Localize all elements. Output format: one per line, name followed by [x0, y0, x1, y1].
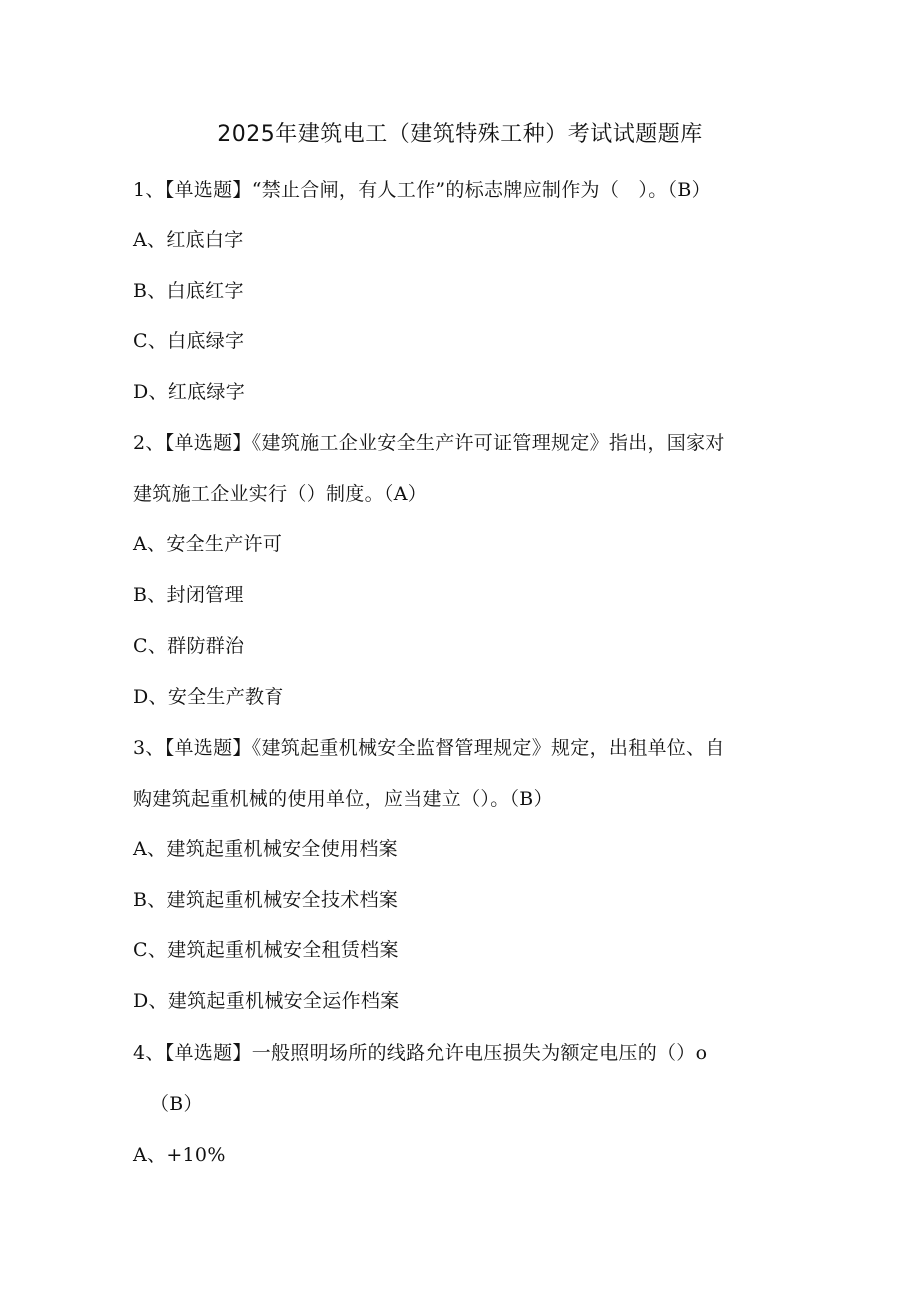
question-3-option-a: A、建筑起重机械安全使用档案: [133, 838, 398, 860]
question-4-option-a: A、+10%: [133, 1144, 226, 1166]
question-3-option-d: D、建筑起重机械安全运作档案: [133, 990, 400, 1012]
question-3-stem-line-2: 购建筑起重机械的使用单位，应当建立（）。（B）: [133, 788, 553, 810]
question-3-option-c: C、建筑起重机械安全租赁档案: [133, 939, 399, 961]
question-2-option-a: A、安全生产许可: [133, 533, 283, 555]
document-title: 2025年建筑电工（建筑特殊工种）考试试题题库: [217, 122, 703, 147]
question-4-stem-line-2: （B）: [150, 1093, 203, 1115]
question-1-option-d: D、红底绿字: [133, 381, 246, 403]
question-2-option-b: B、封闭管理: [133, 584, 244, 606]
question-2-option-d: D、安全生产教育: [133, 686, 284, 708]
question-1-option-c: C、白底绿字: [133, 330, 245, 352]
question-1-stem: 1、【单选题】“禁止合闸，有人工作”的标志牌应制作为（ ）。（B）: [133, 179, 711, 201]
question-3-option-b: B、建筑起重机械安全技术档案: [133, 889, 399, 911]
question-2-stem-line-2: 建筑施工企业实行（）制度。（A）: [133, 483, 428, 505]
question-1-option-b: B、白底红字: [133, 280, 244, 302]
question-1-option-a: A、红底白字: [133, 229, 244, 251]
question-2-stem-line-1: 2、【单选题】《建筑施工企业安全生产许可证管理规定》指出，国家对: [133, 432, 725, 454]
question-4-stem-line-1: 4、【单选题】一般照明场所的线路允许电压损失为额定电压的（）o: [133, 1042, 708, 1064]
question-2-option-c: C、群防群治: [133, 635, 245, 657]
question-3-stem-line-1: 3、【单选题】《建筑起重机械安全监督管理规定》规定，出租单位、自: [133, 737, 725, 759]
